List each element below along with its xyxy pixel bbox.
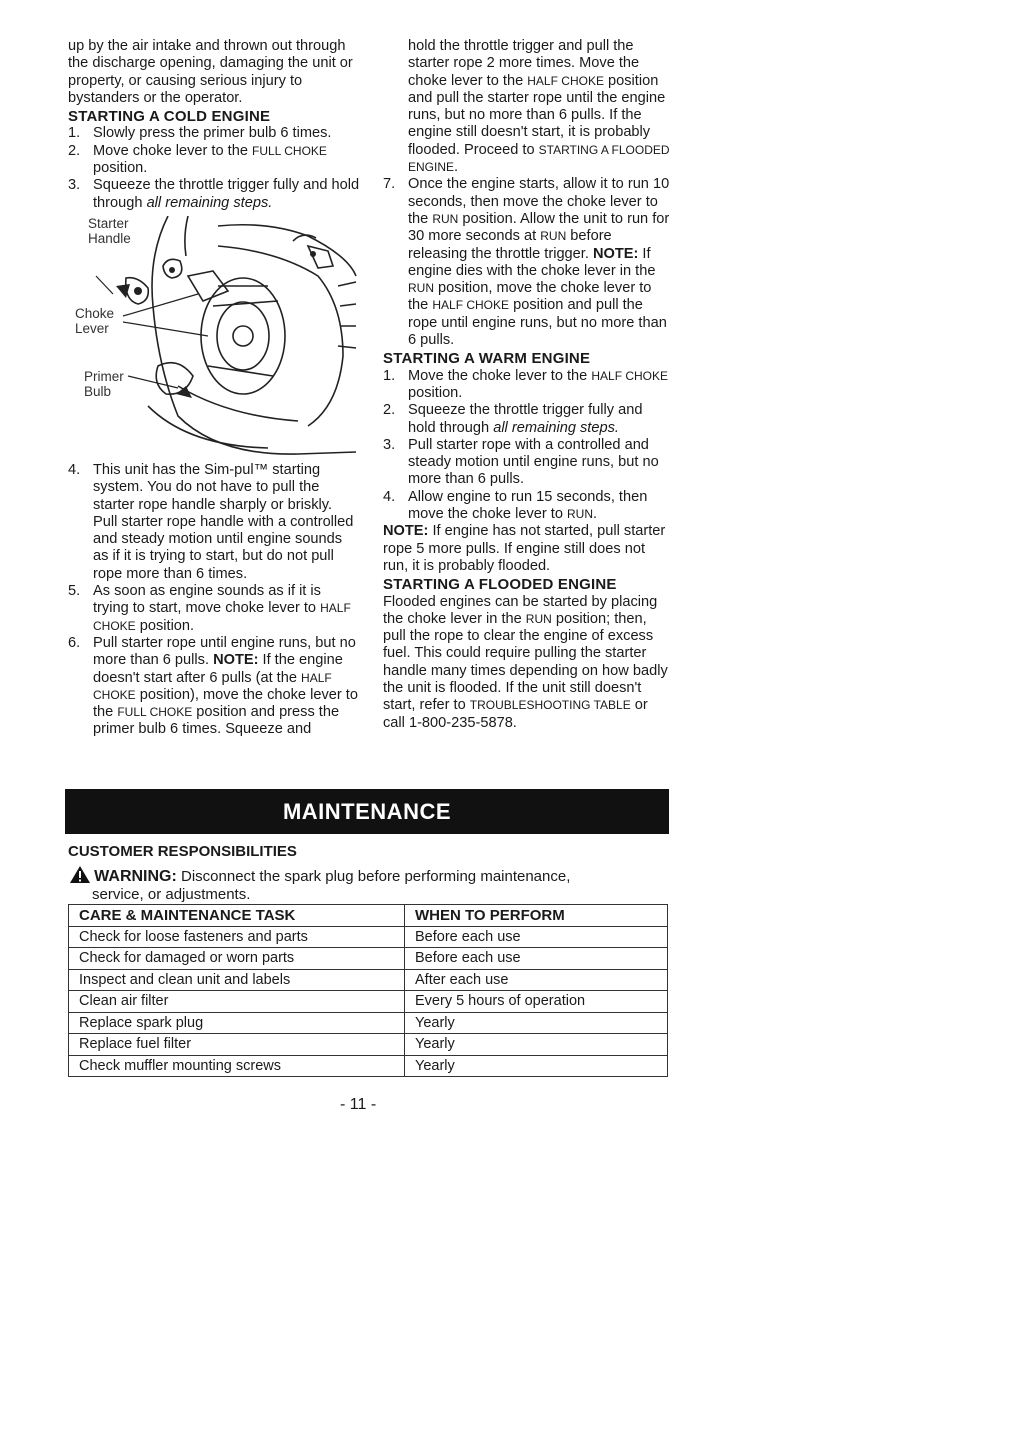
- cold-step-6: 6. Pull starter rope until engine runs, but no more than 6 pulls. NOTE: If the engine doesn't start after 6 pulls (at the HALF CHOKE position), move the choke lever to the FULL CHOKE position and press the primer bulb 6 times. Squeeze and: [68, 634, 358, 738]
- when-cell: Yearly: [405, 1034, 668, 1056]
- cold-step-6-continued: hold the throttle trigger and pull the starter rope 2 more times. Move the choke lever to the HALF CHOKE position and pull the starter rope until the engine runs, but no more than 6 pulls. If the engine still doesn't start, it is probably flooded. Proceed to STARTING A FLOODED ENGINE.: [408, 38, 670, 176]
- bulb-label: Bulb: [84, 383, 112, 399]
- flooded-engine-heading: STARTING A FLOODED ENGINE: [383, 576, 617, 594]
- table-row: [69, 948, 668, 970]
- cold-step-3: 3. Squeeze the throttle trigger fully and hold through all remaining steps.: [68, 177, 360, 211]
- when-cell: Yearly: [405, 1055, 668, 1077]
- left-column: [68, 38, 360, 739]
- task-column-header: CARE & MAINTENANCE TASK: [69, 905, 405, 927]
- task-cell: Replace spark plug: [69, 1012, 405, 1034]
- cold-engine-heading: STARTING A COLD ENGINE: [68, 108, 271, 126]
- intro-paragraph: up by the air intake and thrown out through the discharge opening, damaging the unit or property, or causing serious injury to bystanders or the operator.: [68, 38, 353, 106]
- task-cell: Inspect and clean unit and labels: [69, 969, 405, 991]
- customer-responsibilities-heading: CUSTOMER RESPONSIBILITIES: [68, 843, 297, 860]
- when-column-header: WHEN TO PERFORM: [405, 905, 668, 927]
- table-header-row: [69, 905, 668, 927]
- table-row: [69, 991, 668, 1013]
- warning-block: [70, 866, 670, 904]
- maintenance-banner: MAINTENANCE: [65, 789, 669, 834]
- cold-step-2: 2. Move choke lever to the FULL CHOKE position.: [68, 142, 327, 177]
- engine-illustration: [68, 216, 360, 456]
- choke-label: Choke: [75, 305, 115, 321]
- engine-diagram: [68, 216, 360, 456]
- when-cell: Yearly: [405, 1012, 668, 1034]
- page-number: - 11 -: [340, 1096, 377, 1113]
- primer-label: Primer: [84, 368, 124, 384]
- warm-step-1: 1. Move the choke lever to the HALF CHOKE position.: [383, 367, 669, 401]
- warm-engine-heading: STARTING A WARM ENGINE: [383, 350, 591, 368]
- lever-label: Lever: [75, 320, 109, 336]
- when-cell: Every 5 hours of operation: [405, 991, 668, 1013]
- table-row: [69, 1034, 668, 1056]
- warm-step-4: 4. Allow engine to run 15 seconds, then move the choke lever to RUN.: [383, 488, 648, 523]
- cold-step-7: 7. Once the engine starts, allow it to run 10 seconds, then move the choke lever to the RUN position. Allow the unit to run for 30 more seconds at RUN before releasing the throttle trigger. NOTE: If engine dies with the choke lever in the RUN position, move the choke lever to the HALF CHOKE position and pull the rope until engine runs, but no more than 6 pulls.: [383, 176, 670, 349]
- table-row: [69, 1055, 668, 1077]
- task-cell: Replace fuel filter: [69, 1034, 405, 1056]
- warning-label: WARNING:: [94, 868, 177, 885]
- table-row: [69, 1012, 668, 1034]
- when-cell: After each use: [405, 969, 668, 991]
- cold-step-1: 1. Slowly press the primer bulb 6 times.: [68, 125, 332, 142]
- warning-text-2: service, or adjustments.: [92, 886, 251, 903]
- warm-step-3: 3. Pull starter rope with a controlled and steady motion until engine runs, but no more than 6 pulls.: [383, 436, 659, 488]
- task-cell: Clean air filter: [69, 991, 405, 1013]
- when-cell: Before each use: [405, 948, 668, 970]
- task-cell: Check for damaged or worn parts: [69, 948, 405, 970]
- handle-label: Handle: [88, 230, 131, 246]
- starter-label: Starter: [88, 215, 129, 231]
- maintenance-table: [68, 904, 668, 1077]
- flooded-paragraph: Flooded engines can be started by placing the choke lever in the RUN position; then, pull the rope to clear the engine of excess fuel. This could require pulling the starter handle many times depending on how badly the unit is flooded. If the unit still doesn't start, refer to TROUBLESHOOTING TABLE or call 1-800-235-5878.: [383, 593, 668, 731]
- table-row: [69, 926, 668, 948]
- warm-note: NOTE: If engine has not started, pull starter rope 5 more pulls. If engine still does not run, it is probably flooded.: [383, 523, 666, 574]
- warning-text: Disconnect the spark plug before performing maintenance,: [176, 868, 571, 885]
- table-row: [69, 969, 668, 991]
- cold-step-4: 4. This unit has the Sim-pul™ starting system. You do not have to pull the starter rope handle sharply or briskly. Pull starter rope handle with a controlled and steady motion until engine sounds as if it is trying to start, but do not pull rope more than 6 times.: [68, 461, 354, 582]
- cold-step-5: 5. As soon as engine sounds as if it is trying to start, move choke lever to HALF CHOKE position.: [68, 583, 351, 634]
- warning-icon: [70, 866, 90, 883]
- task-cell: Check muffler mounting screws: [69, 1055, 405, 1077]
- right-column: [383, 38, 673, 732]
- warm-step-2: 2. Squeeze the throttle trigger fully and hold through all remaining steps.: [383, 402, 643, 436]
- when-cell: Before each use: [405, 926, 668, 948]
- task-cell: Check for loose fasteners and parts: [69, 926, 405, 948]
